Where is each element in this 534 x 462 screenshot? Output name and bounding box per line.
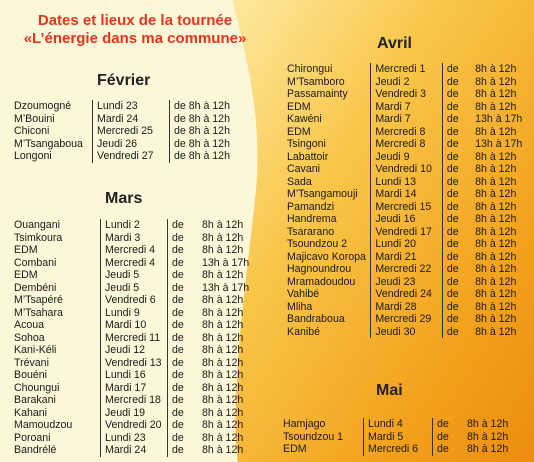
schedule-table-avril [287,63,534,338]
date-cell: Lundi 4 [364,418,433,431]
hours-cell: 8h à 12h [475,225,517,238]
place-cell: Tsimkoura [14,232,101,245]
de-cell: de [172,431,184,444]
poster-title [0,12,270,48]
place-cell: M’Tsangamouji [287,188,371,201]
date-cell: Mardi 17 [101,382,168,395]
schedule-row [14,125,260,138]
date-cell: Mardi 24 [101,444,168,457]
place-cell: EDM [287,101,371,114]
schedule-row [14,219,262,232]
place-cell: M’Tsapéré [14,294,101,307]
place-cell: Mliha [287,301,371,314]
schedule-row [14,113,260,126]
hours-cell: 8h à 12h [202,381,244,394]
hours-cell: 8h à 12h [475,325,517,338]
place-cell: EDM [287,126,371,139]
de-cell: de [446,213,459,225]
place-cell: Tsoundzou 1 [283,431,364,444]
hours-cell: 8h à 12h [475,125,517,138]
de-cell: de [172,419,184,431]
schedule-row [287,288,534,301]
date-cell: Vendredi 20 [101,419,168,432]
hours-cell: de 8h à 12h [174,100,230,112]
place-cell: M’Tsangaboua [14,138,93,151]
place-cell: Pamandzi [287,201,371,214]
hours-cell: 8h à 12h [202,394,244,406]
de-cell: de [446,138,459,150]
hours-cell: 8h à 12h [475,63,517,75]
place-cell: Vahibé [287,288,371,301]
schedule-row [287,76,534,89]
schedule-row [283,431,527,444]
date-cell: Mercredi 4 [101,244,168,257]
hours-cell: 8h à 12h [202,269,244,281]
schedule-row [287,213,534,226]
place-cell: EDM [283,443,364,456]
schedule-row [14,407,262,420]
schedule-row [287,163,534,176]
de-cell: de [446,238,459,250]
de-cell: de [446,275,459,288]
hours-cell: 8h à 12h [202,356,244,369]
place-cell: Majicavo Koropa [287,251,371,264]
schedule-row [14,294,262,307]
schedule-row [287,151,534,164]
place-cell: Handrema [287,213,371,226]
schedule-row [14,419,262,432]
place-cell: M’Bouini [14,113,93,126]
date-cell: Lundi 9 [101,307,168,320]
date-cell: Jeudi 12 [101,344,168,357]
place-cell: Bandraboua [287,313,371,326]
date-cell: Mercredi 22 [371,263,443,276]
hours-cell: 8h à 12h [475,250,517,263]
schedule-row [14,394,262,407]
date-cell: Jeudi 5 [101,282,168,295]
hours-cell: 8h à 12h [202,306,244,319]
hours-cell: 8h à 12h [475,263,517,275]
place-cell: Dembéni [14,282,101,295]
hours-cell: 8h à 12h [475,200,517,213]
date-cell: Mardi 21 [371,251,443,264]
de-cell: de [172,331,184,344]
schedule-row [14,138,260,151]
hours-cell: 13h à 17h [202,256,250,269]
place-cell: Poroani [14,432,101,445]
place-cell: M’Tsamboro [287,76,371,89]
schedule-row [14,332,262,345]
schedule-row [287,138,534,151]
schedule-row [14,369,262,382]
date-cell: Jeudi 23 [371,276,443,289]
schedule-row [287,226,534,239]
de-cell: de [172,394,184,406]
hours-cell: 8h à 12h [475,188,517,200]
date-cell: Mercredi 18 [101,394,168,407]
date-cell: Mercredi 6 [364,443,433,456]
place-cell: EDM [14,244,101,257]
hours-cell: 8h à 12h [467,430,509,443]
date-cell: Mardi 5 [364,431,433,444]
hours-cell: 13h à 17h [202,281,250,294]
date-cell: Mercredi 4 [101,257,168,270]
schedule-row [287,101,534,114]
date-cell: Vendredi 17 [371,226,443,239]
place-cell: Bouéni [14,369,101,382]
schedule-row [287,201,534,214]
month-heading-avril: Avril [377,35,412,52]
date-cell: Lundi 20 [371,238,443,251]
date-cell: Mercredi 25 [93,125,170,138]
de-cell: de [172,219,184,231]
place-cell: Kahani [14,407,101,420]
de-cell: de [446,288,459,300]
hours-cell: de 8h à 12h [174,112,230,125]
place-cell: Tsararano [287,226,371,239]
date-cell: Mardi 7 [371,101,443,114]
hours-cell: 8h à 12h [475,275,517,288]
place-cell: Cavani [287,163,371,176]
schedule-row [14,344,262,357]
hours-cell: 8h à 12h [475,300,517,313]
de-cell: de [172,406,184,419]
de-cell: de [172,231,184,244]
schedule-row [14,100,260,113]
hours-cell: de 8h à 12h [174,125,230,137]
schedule-row [14,432,262,445]
place-cell: Kani-Kéli [14,344,101,357]
date-cell: Mercredi 11 [101,332,168,345]
de-cell: de [446,175,459,188]
de-cell: de [172,369,184,381]
de-cell: de [446,313,459,325]
schedule-table-mars [14,219,263,457]
schedule-row [14,257,262,270]
date-cell: Mardi 10 [101,319,168,332]
month-heading-fevrier: Février [97,72,151,89]
hours-cell: 8h à 12h [475,288,517,300]
de-cell: de [172,294,184,306]
place-cell: Kawéni [287,113,371,126]
schedule-row [287,238,534,251]
date-cell: Jeudi 9 [371,151,443,164]
schedule-row [14,319,262,332]
place-cell: Sohoa [14,332,101,345]
de-cell: de [446,188,459,200]
place-cell: Dzoumogné [14,100,93,113]
de-cell: de [446,163,459,175]
de-cell: de [172,356,184,369]
date-cell: Lundi 13 [371,176,443,189]
place-cell: Kanibé [287,326,371,339]
date-cell: Jeudi 16 [371,213,443,226]
date-cell: Mardi 24 [93,113,170,126]
de-cell: de [172,344,184,356]
hours-cell: 8h à 12h [202,431,244,444]
place-cell: Chiconi [14,125,93,138]
schedule-row [14,269,262,282]
date-cell: Mercredi 1 [371,63,443,76]
place-cell: Ouangani [14,219,101,232]
de-cell: de [437,430,449,443]
hours-cell: 8h à 12h [475,150,517,163]
schedule-row [287,263,534,276]
hours-cell: 8h à 12h [202,331,244,344]
date-cell: Vendredi 24 [371,288,443,301]
hours-cell: 8h à 12h [202,444,244,456]
date-cell: Vendredi 3 [371,88,443,101]
place-cell: Tsoundzou 2 [287,238,371,251]
de-cell: de [172,256,184,269]
hours-cell: 8h à 12h [202,406,244,419]
date-cell: Mardi 28 [371,301,443,314]
hours-cell: 8h à 12h [202,244,244,256]
schedule-row [14,444,262,457]
place-cell: Hagnoundrou [287,263,371,276]
place-cell: Labattoir [287,151,371,164]
hours-cell: 8h à 12h [475,238,517,250]
hours-cell: de 8h à 12h [174,137,230,150]
hours-cell: 8h à 12h [202,231,244,244]
date-cell: Lundi 23 [101,432,168,445]
month-heading-mars: Mars [105,190,143,207]
hours-cell: 8h à 12h [202,369,244,381]
date-cell: Mardi 3 [101,232,168,245]
de-cell: de [446,63,459,75]
hours-cell: 8h à 12h [475,163,517,175]
schedule-row [14,282,262,295]
place-cell: Longoni [14,150,93,163]
schedule-row [287,126,534,139]
place-cell: Tsingoni [287,138,371,151]
hours-cell: 8h à 12h [202,294,244,306]
date-cell: Jeudi 26 [93,138,170,151]
de-cell: de [446,263,459,275]
date-cell: Mardi 7 [371,113,443,126]
de-cell: de [446,113,459,125]
date-cell: Jeudi 5 [101,269,168,282]
date-cell: Jeudi 19 [101,407,168,420]
date-cell: Mercredi 15 [371,201,443,214]
schedule-row [287,188,534,201]
de-cell: de [446,250,459,263]
date-cell: Lundi 23 [93,100,170,113]
place-cell: Chirongui [287,63,371,76]
title-line-1: Dates et lieux de la tournée [37,12,233,29]
de-cell: de [437,443,449,455]
place-cell: Choungui [14,382,101,395]
date-cell: Lundi 2 [101,219,168,232]
place-cell: Passamainty [287,88,371,101]
hours-cell: 8h à 12h [475,88,517,100]
hours-cell: 8h à 12h [475,313,517,325]
date-cell: Vendredi 27 [93,150,170,163]
de-cell: de [446,200,459,213]
hours-cell: 8h à 12h [202,219,244,231]
schedule-row [287,113,534,126]
de-cell: de [172,381,184,394]
place-cell: Mamoudzou [14,419,101,432]
schedule-row [287,63,534,76]
hours-cell: 8h à 12h [202,319,244,331]
place-cell: Acoua [14,319,101,332]
de-cell: de [446,88,459,100]
place-cell: Hamjago [283,418,364,431]
de-cell: de [172,269,184,281]
hours-cell: 13h à 17h [475,113,523,125]
de-cell: de [446,225,459,238]
schedule-row [14,382,262,395]
schedule-row [287,326,534,339]
date-cell: Mercredi 29 [371,313,443,326]
place-cell: Barakani [14,394,101,407]
date-cell: Mardi 14 [371,188,443,201]
de-cell: de [446,325,459,338]
hours-cell: 8h à 12h [475,175,517,188]
place-cell: M’Tsahara [14,307,101,320]
date-cell: Mercredi 8 [371,138,443,151]
schedule-table-mai [283,418,528,456]
schedule-row [287,276,534,289]
title-line-2: «L’énergie dans ma commune» [23,30,247,47]
date-cell: Lundi 16 [101,369,168,382]
hours-cell: 8h à 12h [202,419,244,431]
schedule-row [14,307,262,320]
schedule-row [14,150,260,163]
schedule-row [283,418,527,431]
schedule-row [287,301,534,314]
de-cell: de [446,125,459,138]
hours-cell: 8h à 12h [475,213,517,225]
schedule-row [287,313,534,326]
date-cell: Jeudi 30 [371,326,443,339]
place-cell: Combani [14,257,101,270]
schedule-row [14,244,262,257]
de-cell: de [446,300,459,313]
date-cell: Jeudi 2 [371,76,443,89]
date-cell: Mercredi 8 [371,126,443,139]
de-cell: de [446,75,459,88]
de-cell: de [172,444,184,456]
hours-cell: 8h à 12h [202,344,244,356]
hours-cell: de 8h à 12h [174,150,230,162]
place-cell: Mramadoudou [287,276,371,289]
place-cell: Bandrélé [14,444,101,457]
de-cell: de [172,281,184,294]
place-cell: Sada [287,176,371,189]
date-cell: Vendredi 10 [371,163,443,176]
schedule-row [287,88,534,101]
place-cell: EDM [14,269,101,282]
de-cell: de [172,244,184,256]
schedule-row [283,443,527,456]
hours-cell: 8h à 12h [467,418,509,430]
hours-cell: 8h à 12h [475,100,517,113]
de-cell: de [446,100,459,113]
date-cell: Vendredi 6 [101,294,168,307]
schedule-row [287,251,534,264]
hours-cell: 8h à 12h [475,75,517,88]
month-heading-mai: Mai [376,382,403,399]
schedule-row [14,357,262,370]
hours-cell: 8h à 12h [467,443,509,455]
schedule-table-fevrier [14,100,260,163]
schedule-row [14,232,262,245]
schedule-row [287,176,534,189]
de-cell: de [446,150,459,163]
de-cell: de [172,319,184,331]
de-cell: de [172,306,184,319]
de-cell: de [437,418,449,430]
place-cell: Trévani [14,357,101,370]
date-cell: Vendredi 13 [101,357,168,370]
hours-cell: 13h à 17h [475,138,523,150]
